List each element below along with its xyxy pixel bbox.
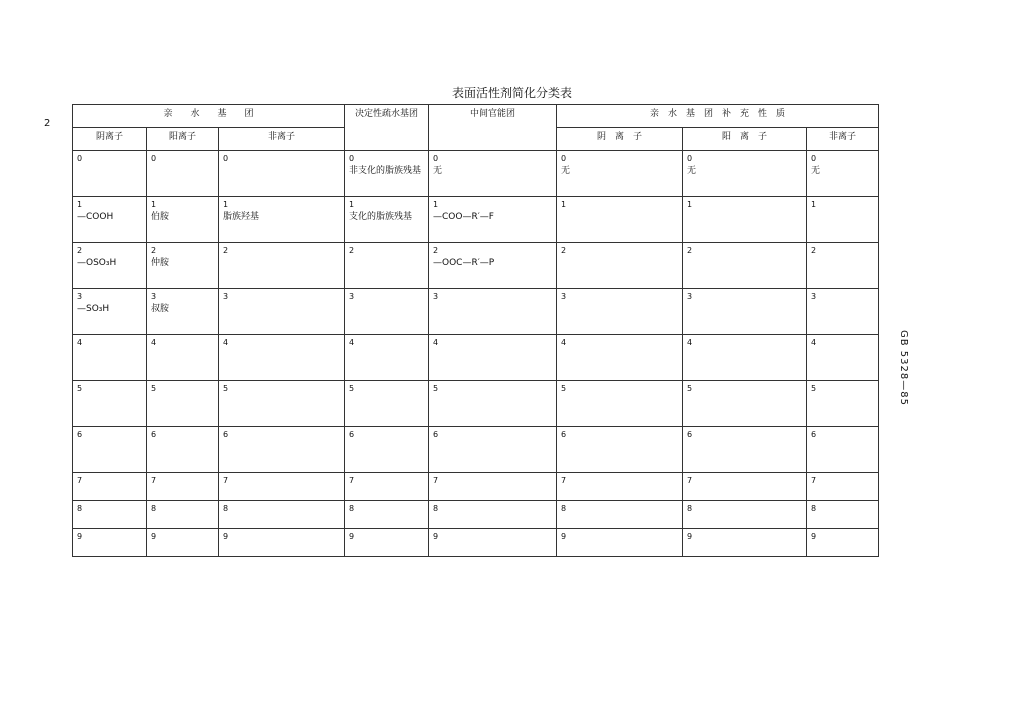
table-cell bbox=[345, 381, 429, 427]
table-cell bbox=[345, 529, 429, 557]
cell-text: 无 bbox=[811, 165, 821, 176]
table-cell bbox=[807, 381, 879, 427]
table-cell bbox=[557, 427, 683, 473]
table-cell bbox=[557, 197, 683, 243]
row-number: 6 bbox=[687, 430, 693, 439]
table-cell bbox=[683, 335, 807, 381]
table-cell bbox=[73, 151, 147, 197]
row-number: 9 bbox=[223, 532, 229, 541]
row-number: 9 bbox=[433, 532, 439, 541]
table-cell bbox=[429, 151, 557, 197]
table-cell bbox=[73, 335, 147, 381]
row-number: 6 bbox=[811, 430, 817, 439]
row-number: 2 bbox=[151, 246, 157, 255]
table-cell bbox=[429, 197, 557, 243]
table-cell bbox=[219, 151, 345, 197]
row-number: 0 bbox=[349, 154, 355, 163]
row-number: 3 bbox=[77, 292, 83, 301]
row-number: 6 bbox=[223, 430, 229, 439]
row-number: 5 bbox=[151, 384, 157, 393]
table-cell bbox=[557, 335, 683, 381]
cell-text: 非支化的脂族残基 bbox=[349, 165, 422, 176]
table-row bbox=[73, 501, 879, 529]
table-cell bbox=[345, 335, 429, 381]
row-number: 3 bbox=[687, 292, 693, 301]
row-number: 7 bbox=[349, 476, 355, 485]
row-number: 4 bbox=[687, 338, 693, 347]
table-row bbox=[73, 427, 879, 473]
table-cell bbox=[147, 151, 219, 197]
table-cell bbox=[429, 427, 557, 473]
table-cell bbox=[147, 501, 219, 529]
cell-text: 无 bbox=[561, 165, 571, 176]
table-cell bbox=[345, 473, 429, 501]
intermediate-header: 中间官能团 bbox=[429, 105, 557, 151]
row-number: 8 bbox=[151, 504, 157, 513]
table-cell bbox=[683, 427, 807, 473]
table-cell bbox=[345, 501, 429, 529]
table-cell bbox=[807, 473, 879, 501]
table-cell bbox=[147, 289, 219, 335]
table-cell bbox=[429, 335, 557, 381]
table-cell bbox=[683, 289, 807, 335]
table-cell bbox=[557, 289, 683, 335]
table-cell bbox=[219, 243, 345, 289]
cell-text: —OOC—R′—P bbox=[433, 257, 495, 268]
cell-text: 叔胺 bbox=[151, 303, 170, 314]
row-number: 1 bbox=[561, 200, 567, 209]
table-cell bbox=[219, 197, 345, 243]
table-cell bbox=[429, 529, 557, 557]
table-row bbox=[73, 197, 879, 243]
table-cell bbox=[219, 335, 345, 381]
row-number: 8 bbox=[687, 504, 693, 513]
table-cell bbox=[429, 381, 557, 427]
table-cell bbox=[807, 151, 879, 197]
row-number: 1 bbox=[77, 200, 83, 209]
s-anionic-header: 阴 离 子 bbox=[557, 128, 683, 151]
table-cell bbox=[557, 381, 683, 427]
table-cell bbox=[73, 197, 147, 243]
cell-text: 无 bbox=[687, 165, 697, 176]
row-number: 7 bbox=[223, 476, 229, 485]
table-row bbox=[73, 529, 879, 557]
row-number: 7 bbox=[433, 476, 439, 485]
row-number: 0 bbox=[433, 154, 439, 163]
table-cell bbox=[73, 501, 147, 529]
hydrophobic-header: 决定性疏水基团 bbox=[345, 105, 429, 151]
row-number: 2 bbox=[433, 246, 439, 255]
row-number: 5 bbox=[687, 384, 693, 393]
row-number: 1 bbox=[433, 200, 439, 209]
table-cell bbox=[73, 473, 147, 501]
table-cell bbox=[147, 335, 219, 381]
row-number: 1 bbox=[687, 200, 693, 209]
table-cell bbox=[683, 381, 807, 427]
cell-text: —COO—R′—F bbox=[433, 211, 494, 222]
standard-code: GB 5328—85 bbox=[898, 330, 909, 406]
table-row bbox=[73, 151, 879, 197]
table-cell bbox=[807, 529, 879, 557]
table-cell bbox=[73, 289, 147, 335]
row-number: 4 bbox=[223, 338, 229, 347]
cell-text: 仲胺 bbox=[151, 257, 170, 268]
table-cell bbox=[429, 289, 557, 335]
table-cell bbox=[429, 243, 557, 289]
row-number: 8 bbox=[433, 504, 439, 513]
row-number: 0 bbox=[77, 154, 83, 163]
row-number: 4 bbox=[349, 338, 355, 347]
table-cell bbox=[147, 381, 219, 427]
table-cell bbox=[147, 427, 219, 473]
table-cell bbox=[73, 529, 147, 557]
table-cell bbox=[807, 197, 879, 243]
table-cell bbox=[683, 197, 807, 243]
table-cell bbox=[683, 243, 807, 289]
classification-table bbox=[72, 104, 879, 557]
table-row bbox=[73, 289, 879, 335]
table-cell bbox=[147, 243, 219, 289]
cell-text: —OSO₃H bbox=[77, 257, 117, 268]
table-row bbox=[73, 335, 879, 381]
row-number: 1 bbox=[151, 200, 157, 209]
row-number: 7 bbox=[811, 476, 817, 485]
table-cell bbox=[557, 529, 683, 557]
table-cell bbox=[219, 473, 345, 501]
anionic-header: 阴离子 bbox=[73, 128, 147, 151]
table-cell bbox=[557, 501, 683, 529]
row-number: 1 bbox=[811, 200, 817, 209]
table-cell bbox=[219, 427, 345, 473]
page-number: 2 bbox=[44, 118, 51, 129]
row-number: 9 bbox=[561, 532, 567, 541]
table-cell bbox=[73, 427, 147, 473]
table-cell bbox=[219, 529, 345, 557]
row-number: 0 bbox=[151, 154, 157, 163]
table-cell bbox=[807, 289, 879, 335]
row-number: 9 bbox=[811, 532, 817, 541]
row-number: 9 bbox=[77, 532, 83, 541]
table-cell bbox=[429, 473, 557, 501]
table-row bbox=[73, 381, 879, 427]
cell-text: 无 bbox=[433, 165, 443, 176]
cell-text: —COOH bbox=[77, 211, 114, 222]
row-number: 0 bbox=[223, 154, 229, 163]
page-title: 表面活性剂简化分类表 bbox=[451, 86, 572, 100]
row-number: 6 bbox=[561, 430, 567, 439]
row-number: 9 bbox=[687, 532, 693, 541]
row-number: 5 bbox=[561, 384, 567, 393]
table-cell bbox=[345, 197, 429, 243]
table-cell bbox=[807, 427, 879, 473]
table-cell bbox=[683, 151, 807, 197]
row-number: 6 bbox=[349, 430, 355, 439]
cell-text: 脂族羟基 bbox=[223, 211, 260, 222]
row-number: 4 bbox=[811, 338, 817, 347]
cell-text: 伯胺 bbox=[151, 211, 170, 222]
row-number: 0 bbox=[811, 154, 817, 163]
table-cell bbox=[345, 151, 429, 197]
s-nonionic-header: 非离子 bbox=[807, 128, 879, 151]
row-number: 4 bbox=[433, 338, 439, 347]
cell-text: 支化的脂族残基 bbox=[349, 211, 413, 222]
row-number: 8 bbox=[561, 504, 567, 513]
row-number: 9 bbox=[151, 532, 157, 541]
table-cell bbox=[557, 243, 683, 289]
table-cell bbox=[345, 427, 429, 473]
row-number: 0 bbox=[561, 154, 567, 163]
row-number: 6 bbox=[151, 430, 157, 439]
row-number: 1 bbox=[349, 200, 355, 209]
row-number: 2 bbox=[561, 246, 567, 255]
hydrophilic-header: 亲 水 基 团 bbox=[73, 105, 345, 128]
table-cell bbox=[147, 197, 219, 243]
row-number: 7 bbox=[77, 476, 83, 485]
supplement-header: 亲 水 基 团 补 充 性 质 bbox=[557, 105, 879, 128]
table-cell bbox=[807, 501, 879, 529]
row-number: 2 bbox=[223, 246, 229, 255]
row-number: 3 bbox=[223, 292, 229, 301]
row-number: 0 bbox=[687, 154, 693, 163]
table-cell bbox=[219, 381, 345, 427]
row-number: 9 bbox=[349, 532, 355, 541]
row-number: 2 bbox=[77, 246, 83, 255]
row-number: 7 bbox=[151, 476, 157, 485]
row-number: 6 bbox=[433, 430, 439, 439]
table-cell bbox=[73, 243, 147, 289]
cell-text: —SO₃H bbox=[77, 303, 110, 314]
row-number: 5 bbox=[349, 384, 355, 393]
table-cell bbox=[683, 529, 807, 557]
row-number: 2 bbox=[687, 246, 693, 255]
row-number: 5 bbox=[77, 384, 83, 393]
row-number: 3 bbox=[151, 292, 157, 301]
table-row bbox=[73, 473, 879, 501]
row-number: 1 bbox=[223, 200, 229, 209]
row-number: 3 bbox=[433, 292, 439, 301]
table-cell bbox=[807, 243, 879, 289]
row-number: 8 bbox=[811, 504, 817, 513]
row-number: 2 bbox=[811, 246, 817, 255]
table-cell bbox=[147, 529, 219, 557]
row-number: 3 bbox=[349, 292, 355, 301]
table-cell bbox=[73, 381, 147, 427]
table-row bbox=[73, 243, 879, 289]
table-cell bbox=[345, 243, 429, 289]
table-cell bbox=[557, 151, 683, 197]
cationic-header: 阳离子 bbox=[147, 128, 219, 151]
row-number: 7 bbox=[561, 476, 567, 485]
row-number: 3 bbox=[811, 292, 817, 301]
table-cell bbox=[147, 473, 219, 501]
table-cell bbox=[219, 289, 345, 335]
table-cell bbox=[345, 289, 429, 335]
row-number: 7 bbox=[687, 476, 693, 485]
row-number: 5 bbox=[223, 384, 229, 393]
nonionic-header: 非离子 bbox=[219, 128, 345, 151]
row-number: 2 bbox=[349, 246, 355, 255]
row-number: 5 bbox=[433, 384, 439, 393]
table-cell bbox=[557, 473, 683, 501]
row-number: 4 bbox=[77, 338, 83, 347]
s-cationic-header: 阳 离 子 bbox=[683, 128, 807, 151]
table-cell bbox=[429, 501, 557, 529]
table-cell bbox=[683, 501, 807, 529]
row-number: 6 bbox=[77, 430, 83, 439]
row-number: 3 bbox=[561, 292, 567, 301]
row-number: 4 bbox=[561, 338, 567, 347]
row-number: 8 bbox=[349, 504, 355, 513]
row-number: 5 bbox=[811, 384, 817, 393]
row-number: 4 bbox=[151, 338, 157, 347]
table-cell bbox=[807, 335, 879, 381]
table-cell bbox=[683, 473, 807, 501]
row-number: 8 bbox=[77, 504, 83, 513]
row-number: 8 bbox=[223, 504, 229, 513]
table-cell bbox=[219, 501, 345, 529]
